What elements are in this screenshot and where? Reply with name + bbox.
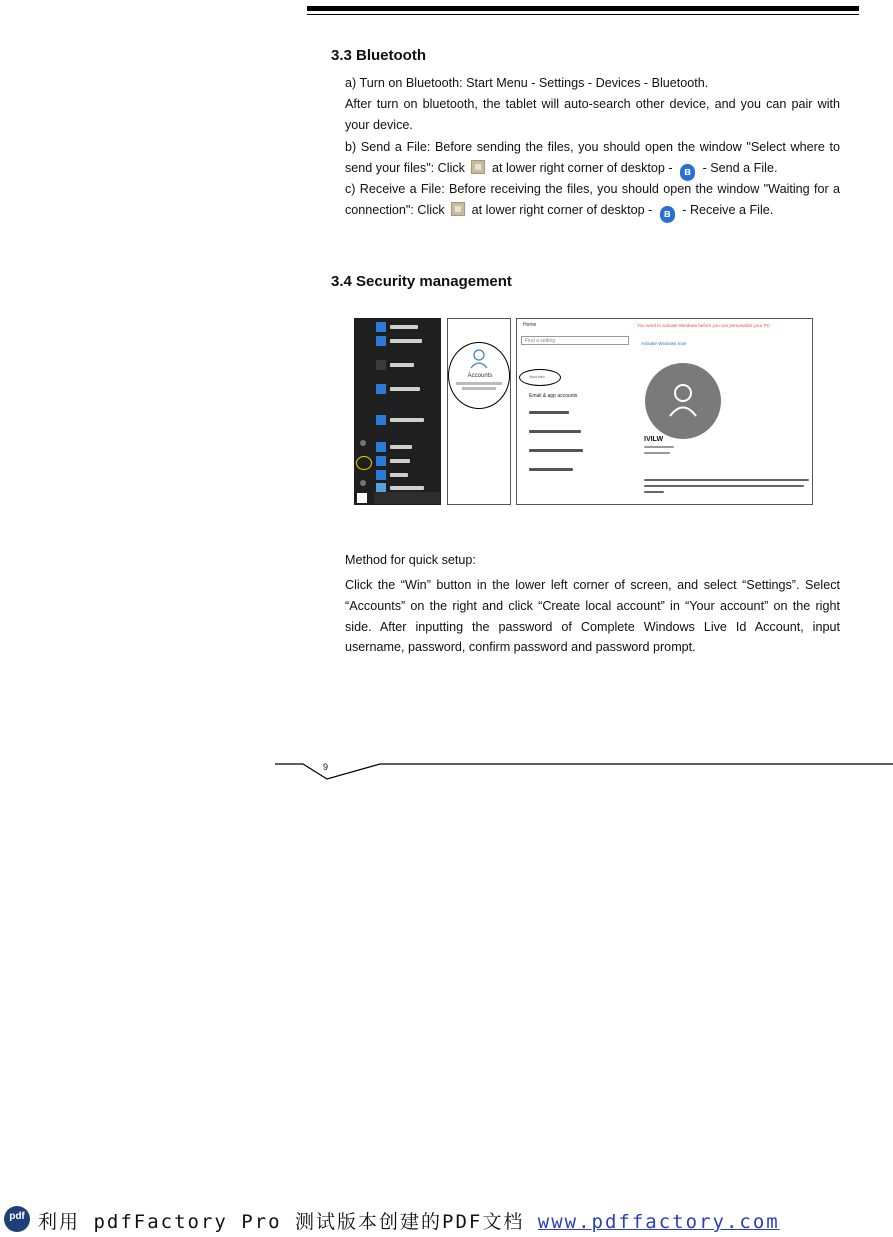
page-number: 9 (323, 762, 329, 772)
user-name: IVILW (644, 436, 664, 443)
settings-home: Home (523, 322, 537, 328)
settings-search-box: Find a setting (521, 336, 629, 345)
bluetooth-line-a2: After turn on bluetooth, the tablet will auto-search other device, and you can pair with your device. (345, 97, 840, 132)
method-title: Method for quick setup: (345, 553, 476, 567)
line-b-part2: at lower right corner of desktop - (491, 160, 673, 175)
security-heading: 3.4 Security management (331, 273, 512, 290)
bluetooth-icon: ʙ (680, 164, 695, 181)
your-info-item: Your info (529, 374, 545, 379)
accounts-label: Accounts (467, 373, 493, 379)
bluetooth-icon: ʙ (660, 206, 675, 223)
line-c-part3: - Receive a File. (682, 202, 774, 217)
footer-link[interactable]: www.pdffactory.com (537, 1211, 780, 1233)
line-c-part2: at lower right corner of desktop - (471, 202, 653, 217)
bluetooth-line-a: a) Turn on Bluetooth: Start Menu - Settings - Devices - Bluetooth. (345, 76, 709, 90)
bluetooth-heading: 3.3 Bluetooth (331, 47, 427, 64)
line-b-part1: b) Send a File: Before sending the files, you should open the window "Select where to send your files": Click (345, 140, 840, 175)
footer-note: 利用 pdfFactory Pro 测试版本创建的PDF文档 (38, 1211, 525, 1233)
footer-text (38, 1207, 780, 1234)
line-b-part3: - Send a File. (702, 160, 778, 175)
pdffactory-logo: pdf (4, 1206, 30, 1232)
activate-warning: You need to activate Windows before you can personalize your PC. (637, 323, 772, 328)
line-c-part1: c) Receive a File: Before receiving the files, you should open the window "Waiting for a connection": Click (345, 182, 840, 217)
email-accounts-item: Email & app accounts (529, 393, 578, 399)
method-text: Click the “Win” button in the lower left corner of screen, and select “Settings”. Select “Accounts” on the right and click “Create local account” in “Your account” on the right side. After inputting the password of Complete Windows Live Id Account, input username, password, confirm password and password prompt. (345, 578, 840, 655)
activate-link[interactable]: Activate Windows now (641, 341, 687, 346)
